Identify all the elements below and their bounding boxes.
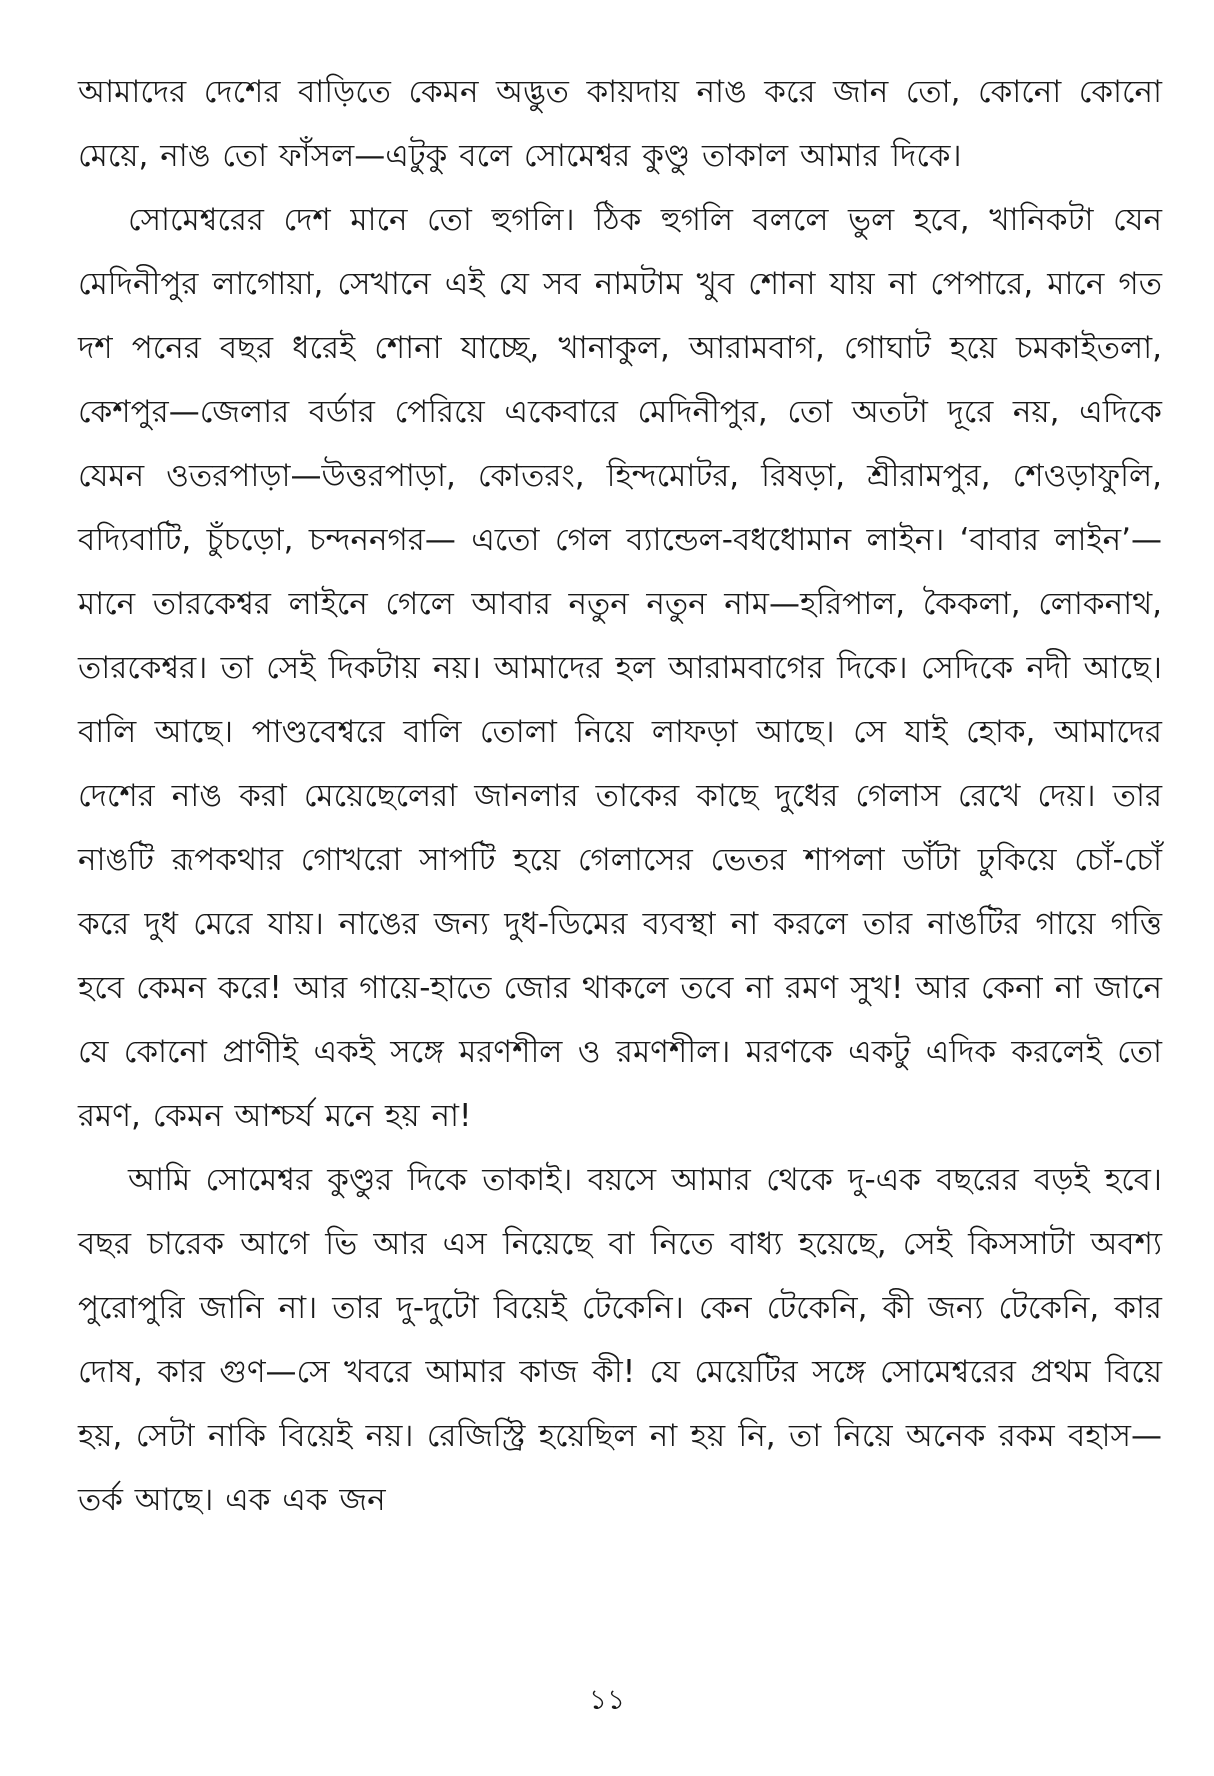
paragraph-3: আমি সোমেশ্বর কুণ্ডুর দিকে তাকাই। বয়সে আমার থেকে দু-এক বছরের বড়ই হবে। বছর চারেক আগে ভি আর এস নিয়েছে বা নিতে বাধ্য হয়েছে, সেই কিসসাটা অবশ্য পুরোপুরি জানি না। তার দু-দুটো বিয়েই টেকেনি। কেন টেকেনি, কী জন্য টেকেনি, কার দোষ, কার গুণ—সে খবরে আমার কাজ কী! যে মেয়েটির সঙ্গে সোমেশ্বরের প্রথম বিয়ে হয়, সেটা নাকি বিয়েই নয়। রেজিস্ট্রি হয়েছিল না হয় নি, তা নিয়ে অনেক রকম বহাস—তর্ক আছে। এক এক জন: [78, 1162, 1162, 1518]
paragraph-2: সোমেশ্বরের দেশ মানে তো হুগলি। ঠিক হুগলি বললে ভুল হবে, খানিকটা যেন মেদিনীপুর লাগোয়া, সেখানে এই যে সব নামটাম খুব শোনা যায় না পেপারে, মানে গত দশ পনের বছর ধরেই শোনা যাচ্ছে, খানাকুল, আরামবাগ, গোঘাট হয়ে চমকাইতলা, কেশপুর—জেলার বর্ডার পেরিয়ে একেবারে মেদিনীপুর, তো অতটা দূরে নয়, এদিকে যেমন ওতরপাড়া—উত্তরপাড়া, কোতরং, হিন্দমোটর, রিষড়া, শ্রীরামপুর, শেওড়াফুলি, বদ্যিবাটি, চুঁচড়ো, চন্দননগর— এতো গেল ব্যান্ডেল-বধধোমান লাইন। ‘বাবার লাইন’—মানে তারকেশ্বর লাইনে গেলে আবার নতুন নতুন নাম—হরিপাল, কৈকলা, লোকনাথ, তারকেশ্বর। তা সেই দিকটায় নয়। আমাদের হল আরামবাগের দিকে। সেদিকে নদী আছে। বালি আছে। পাণ্ডবেশ্বরে বালি তোলা নিয়ে লাফড়া আছে। সে যাই হোক, আমাদের দেশের নাঙ করা মেয়েছেলেরা জানলার তাকের কাছে দুধের গেলাস রেখে দেয়। তার নাঙটি রূপকথার গোখরো সাপটি হয়ে গেলাসের ভেতর শাপলা ডাঁটা ঢুকিয়ে চোঁ-চোঁ করে দুধ মেরে যায়। নাঙের জন্য দুধ-ডিমের ব্যবস্থা না করলে তার নাঙটির গায়ে গত্তি হবে কেমন করে! আর গায়ে-হাতে জোর থাকলে তবে না রমণ সুখ! আর কেনা না জানে যে কোনো প্রাণীই একই সঙ্গে মরণশীল ও রমণশীল। মরণকে একটু এদিক করলেই তো রমণ, কেমন আশ্চর্য মনে হয় না!: [78, 202, 1162, 1134]
page-text: [78, 60, 1162, 1532]
paragraph-1: আমাদের দেশের বাড়িতে কেমন অদ্ভুত কায়দায় নাঙ করে জান তো, কোনো কোনো মেয়ে, নাঙ তো ফাঁসল—এটুকু বলে সোমেশ্বর কুণ্ডু তাকাল আমার দিকে।: [78, 74, 1162, 174]
page-number: ১১: [588, 1683, 626, 1716]
